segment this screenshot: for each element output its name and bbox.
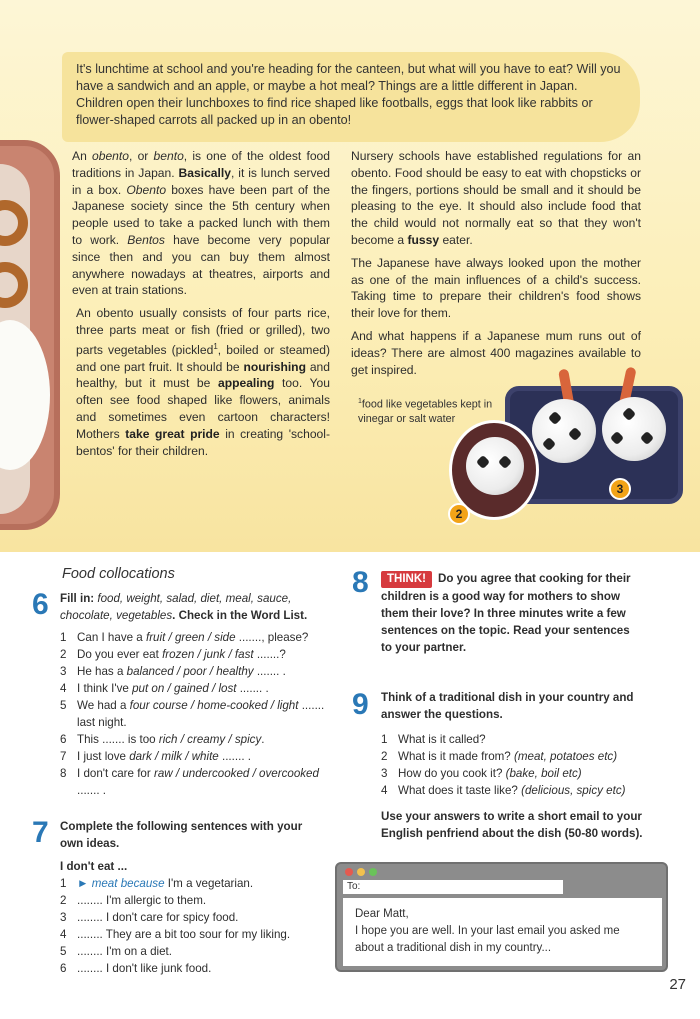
task-7-instructions: Complete the following sentences with your own ideas.	[60, 820, 303, 850]
task-9-list	[381, 731, 646, 799]
email-body[interactable]	[343, 898, 662, 966]
think-badge: THINK!	[381, 571, 432, 588]
paragraph: And what happens if a Japanese mum runs out of ideas? There are almost 400 magazines available to get inspired.	[351, 328, 641, 377]
item-text: ........ I'm allergic to them.	[77, 894, 207, 907]
footnote: $^1$food like vegetables kept in vinegar or salt water	[358, 398, 493, 425]
task-9	[381, 689, 646, 842]
item-options: fruit / green / side	[145, 631, 236, 644]
task-number-6: 6	[32, 588, 49, 621]
list-item	[60, 697, 325, 731]
list-item	[381, 731, 646, 748]
item-number: 2	[60, 648, 67, 661]
list-item	[60, 892, 320, 909]
item-text: ........ I don't like junk food.	[77, 962, 212, 975]
item-hint: (meat, potatoes etc)	[513, 750, 618, 763]
item-hint: (bake, boil etc)	[505, 767, 582, 780]
item-text: I think I've put on / gained / lost ....... .	[77, 682, 269, 695]
item-number: 1	[381, 733, 388, 746]
intro-box	[62, 52, 640, 142]
email-text: I hope you are well. In your last email you asked me about a traditional dish in my country...	[355, 925, 620, 954]
item-number: 2	[381, 750, 388, 763]
item-text: ........ I don't care for spicy food.	[77, 911, 239, 924]
list-item	[381, 782, 646, 799]
item-options: balanced / poor / healthy	[126, 665, 254, 678]
item-number: 1	[60, 631, 67, 644]
window-controls	[345, 868, 377, 876]
item-options: put on / gained / lost	[132, 682, 237, 695]
item-number: 3	[60, 911, 67, 924]
list-item	[60, 680, 325, 697]
item-text: ........ I'm on a diet.	[77, 945, 173, 958]
item-number: 6	[60, 962, 67, 975]
task-9-instructions: Think of a traditional dish in your country and answer the questions.	[381, 691, 634, 721]
item-text: Do you ever eat frozen / junk / fast .......?	[77, 648, 286, 661]
paragraph: An obento usually consists of four parts rice, three parts meat or fish (fried or grilled), two parts vegetables (pickled$^1$, boiled or steamed) and one part fruit. It should be nourishing and healthy, but it must be appealing too. You often see food shaped like flowers, animals and sometimes even cartoon characters! Mothers take great pride in creating 'school-bentos' for their children.	[76, 306, 330, 458]
item-text: How do you cook it? (bake, boil etc)	[398, 767, 582, 780]
item-text: I just love dark / milk / white ....... .	[77, 750, 251, 763]
item-number: 5	[60, 699, 67, 712]
list-item	[60, 646, 325, 663]
item-text: What is it called?	[398, 733, 486, 746]
task-number-9: 9	[352, 688, 369, 721]
list-item	[381, 748, 646, 765]
item-text: We had a four course / home-cooked / light ....... last night.	[77, 699, 325, 729]
item-options: four course / home-cooked / light	[129, 699, 299, 712]
item-number: 6	[60, 733, 67, 746]
item-number: 3	[60, 665, 67, 678]
item-number: 4	[381, 784, 388, 797]
item-text: ........ They are a bit too sour for my liking.	[77, 928, 291, 941]
item-text: He has a balanced / poor / healthy ....... .	[77, 665, 286, 678]
list-item	[60, 731, 325, 748]
list-item	[60, 629, 325, 646]
task-7	[60, 818, 320, 977]
email-greeting: Dear Matt,	[355, 908, 409, 920]
item-options: rich / creamy / spicy	[158, 733, 262, 746]
item-options: dark / milk / white	[129, 750, 219, 763]
paragraph: The Japanese have always looked upon the mother as one of the main influences of a child's success. Taking time to prepare their children's food shows their love for them.	[351, 255, 641, 321]
list-item	[60, 909, 320, 926]
photo-badge-2: 2	[448, 503, 470, 525]
article-column-2	[351, 148, 641, 384]
list-item	[60, 960, 320, 977]
item-number: 4	[60, 682, 67, 695]
item-number: 5	[60, 945, 67, 958]
item-number: 7	[60, 750, 67, 763]
task-6-instructions: Fill in: food, weight, salad, diet, meal, sauce, chocolate, vegetables. Check in the Word List.	[60, 592, 308, 622]
item-text: I don't care for raw / undercooked / overcooked ....... .	[77, 767, 319, 797]
task-7-list	[60, 875, 320, 977]
article-column-1	[72, 148, 330, 465]
paragraph: An obento, or bento, is one of the oldest food traditions in Japan. Basically, it is lunch served in a box. Obento boxes have been part of the Japanese society since the 5th century when people used to take a packed lunch with them to work. Bentos have become very popular since then and you can buy them almost anywhere nowadays at theatres, airports and even at train stations.	[72, 149, 331, 298]
email-to-field[interactable]: To:	[343, 880, 563, 894]
item-number: 1	[60, 877, 67, 890]
task-8	[381, 570, 643, 656]
task-8-text: Do you agree that cooking for their children is a good way for mothers to show them their love? In three minutes write a few sentences on the topic. Read your sentences to your partner.	[381, 572, 631, 654]
list-item	[60, 748, 325, 765]
list-item	[381, 765, 646, 782]
item-number: 3	[381, 767, 388, 780]
task-number-7: 7	[32, 816, 49, 849]
item-number: 4	[60, 928, 67, 941]
list-item	[60, 875, 320, 892]
page-number: 27	[669, 976, 686, 993]
intro-text: It's lunchtime at school and you're heading for the canteen, but what will you have to eat? Will you have a sandwich and an apple, or maybe a hot meal? Things are a little different in Japan. Children open their lunchboxes to find rice shaped like footballs, eggs that look like rabbits or flower-shaped carrots all packed up in an obento!	[76, 62, 621, 127]
list-item	[60, 926, 320, 943]
task-9-footer: Use your answers to write a short email to your English penfriend about the dish (50-80 words).	[381, 810, 643, 840]
item-text: ► meat because I'm a vegetarian.	[77, 877, 254, 890]
item-options: frozen / junk / fast	[162, 648, 254, 661]
item-number: 8	[60, 767, 67, 780]
item-number: 2	[60, 894, 67, 907]
list-item	[60, 765, 325, 799]
item-text: What does it taste like? (delicious, spicy etc)	[398, 784, 626, 797]
list-item	[60, 663, 325, 680]
task-6-list	[60, 629, 325, 799]
task-7-lead: I don't eat ...	[60, 860, 128, 873]
paragraph: Nursery schools have established regulations for an obento. Food should be easy to eat with chopsticks or the fingers, portions should be small and it should be pleasing to the eye. It should also include food that the child would not normally eat so that they won't become a fussy eater.	[351, 149, 641, 247]
email-window	[335, 862, 668, 972]
item-text: This ....... is too rich / creamy / spicy.	[77, 733, 265, 746]
task-number-8: 8	[352, 566, 369, 599]
list-item	[60, 943, 320, 960]
example-answer: ► meat because	[77, 877, 165, 890]
task-6	[60, 590, 325, 799]
item-text: What is it made from? (meat, potatoes etc)	[398, 750, 618, 763]
photo-badge-3: 3	[609, 478, 631, 500]
item-hint: (delicious, spicy etc)	[521, 784, 626, 797]
section-title: Food collocations	[62, 566, 175, 582]
item-options: raw / undercooked / overcooked	[153, 767, 319, 780]
item-text: Can I have a fruit / green / side ......., please?	[77, 631, 309, 644]
